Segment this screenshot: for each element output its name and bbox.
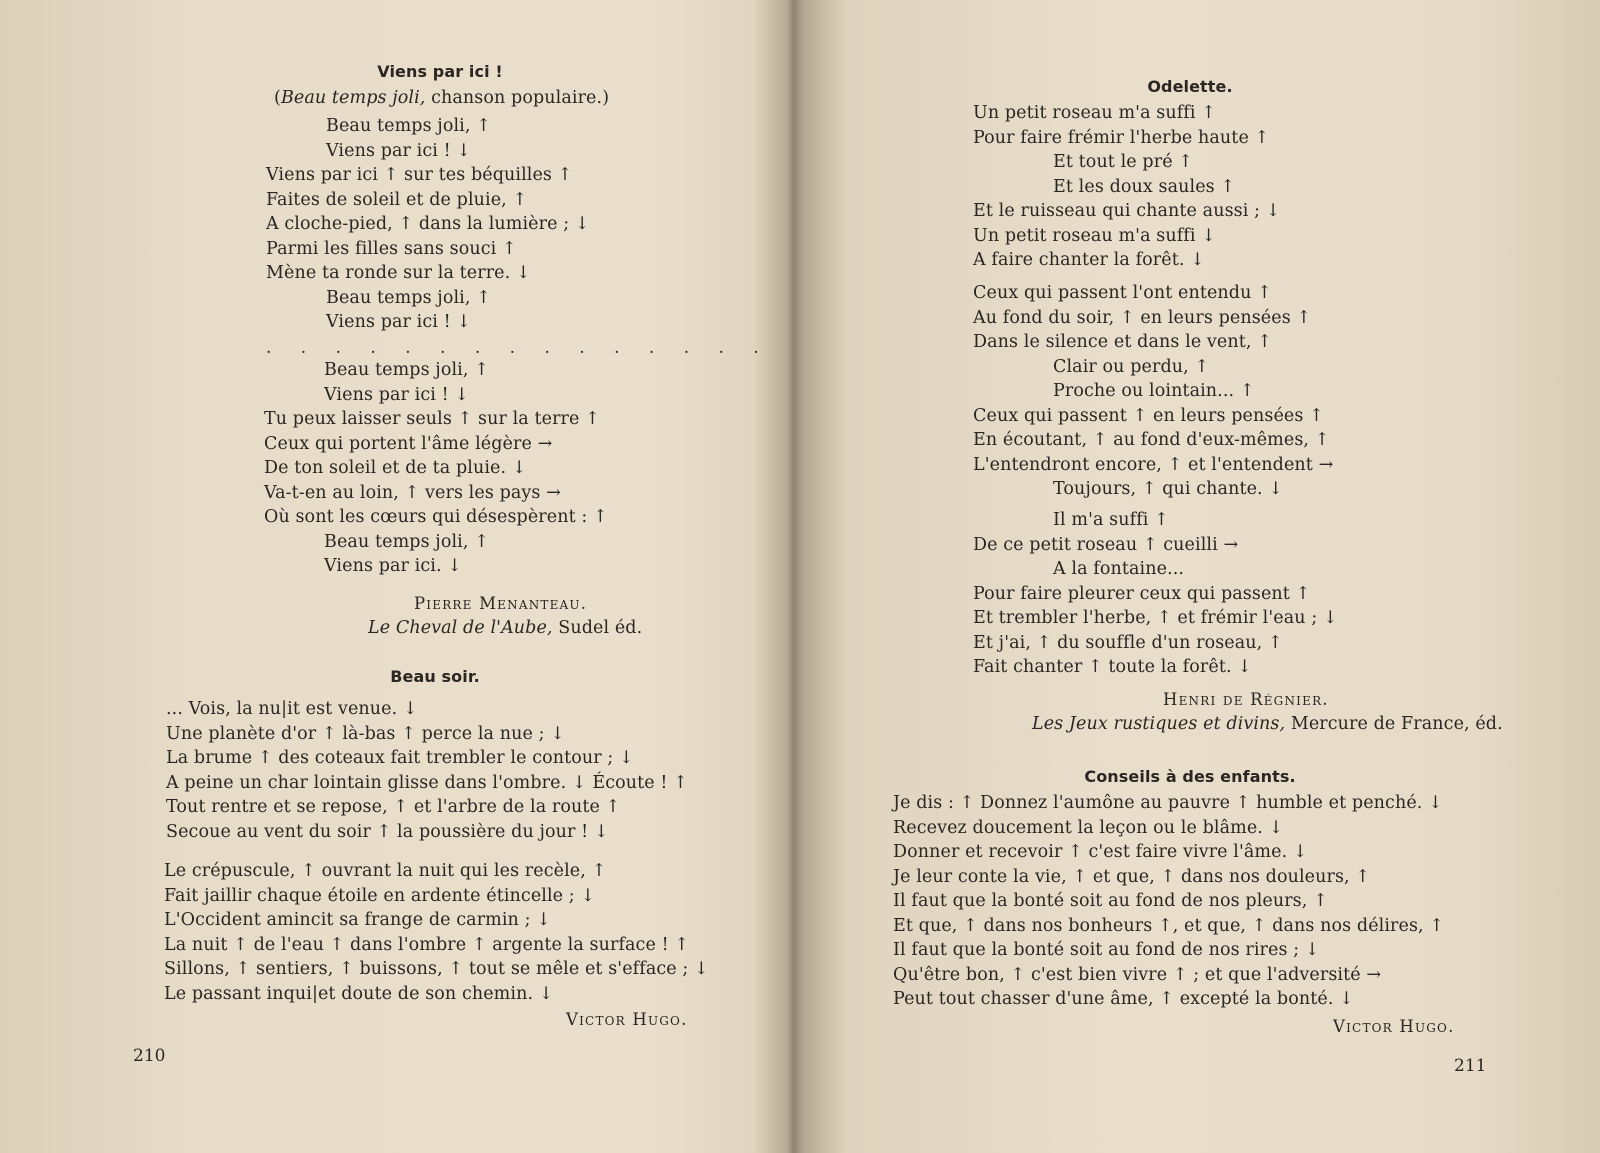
poem-title: Beau soir. — [390, 667, 480, 686]
poem-line: Donner et recevoir ↑ c'est faire vivre l'âme. ↓ — [893, 842, 1308, 862]
poem-line: Et le ruisseau qui chante aussi ; ↓ — [973, 201, 1281, 221]
ellipsis-dots: . . . . . . . . . . . . . . . — [266, 338, 771, 358]
poem-line: Pour faire pleurer ceux qui passent ↑ — [973, 583, 1311, 604]
poem-line: Ceux qui passent l'ont entendu ↑ — [973, 283, 1272, 303]
poem-line: Je dis : ↑ Donnez l'aumône au pauvre ↑ humble et penché. ↓ — [893, 793, 1443, 813]
poem-line: Le passant inqui|et doute de son chemin. ↓ — [164, 983, 554, 1004]
poem-source — [368, 616, 642, 641]
poem-line: Un petit roseau m'a suffi ↓ — [973, 225, 1217, 246]
right-page — [800, 0, 1600, 1153]
poem-line: Et les doux saules ↑ — [1053, 176, 1236, 197]
source-title: Le Cheval de l'Aube, — [368, 618, 553, 638]
poem-line: Au fond du soir, ↑ en leurs pensées ↑ — [973, 307, 1312, 328]
page-number: 210 — [133, 1046, 166, 1066]
poem-line: Viens par ici ↑ sur tes béquilles ↑ — [266, 165, 573, 185]
poem-line: Qu'être bon, ↑ c'est bien vivre ↑ ; et que l'adversité → — [893, 964, 1382, 985]
poem-line: La brume ↑ des coteaux fait trembler le contour ; ↓ — [166, 748, 634, 768]
poem-stanza — [166, 697, 688, 844]
poem-line: Viens par ici ! ↓ — [326, 312, 472, 332]
poem-line: Secoue au vent du soir ↑ la poussière du jour ! ↓ — [166, 821, 609, 842]
poem-author: Pierre Menanteau. — [414, 594, 588, 613]
poem-line: La nuit ↑ de l'eau ↑ dans l'ombre ↑ argente la surface ! ↑ — [164, 934, 690, 955]
poem-line: Fait jaillir chaque étoile en ardente étincelle ; ↓ — [164, 885, 596, 906]
poem-stanza — [893, 791, 1444, 1012]
subtitle-italic: Beau temps joli, — [280, 88, 426, 108]
poem-subtitle: (Beau temps joli, chanson populaire.) — [274, 88, 610, 108]
poem-line: A la fontaine... — [1053, 559, 1185, 579]
poem-line: A peine un char lointain glisse dans l'ombre. ↓ Écoute ! ↑ — [166, 772, 688, 793]
poem-line: De ton soleil et de ta pluie. ↓ — [264, 458, 527, 478]
poem-line: Mène ta ronde sur la terre. ↓ — [266, 263, 531, 283]
poem-stanza — [973, 281, 1333, 502]
poem-line: Tout rentre et se repose, ↑ et l'arbre de la route ↑ — [166, 797, 621, 817]
poem-stanza — [264, 358, 608, 579]
poem-author: Henri de Régnier. — [1163, 690, 1329, 709]
poem-line: Viens par ici. ↓ — [324, 556, 463, 576]
poem-stanza — [973, 101, 1281, 273]
poem-line: Et trembler l'herbe, ↑ et frémir l'eau ; ↓ — [973, 608, 1338, 628]
poem-line: Viens par ici ! ↓ — [326, 140, 472, 161]
poem-line: Où sont les cœurs qui désespèrent : ↑ — [264, 507, 608, 527]
poem-line: Tu peux laisser seuls ↑ sur la terre ↑ — [264, 409, 600, 429]
poem-line: Beau temps joli, ↑ — [326, 116, 491, 136]
poem-line: Beau temps joli, ↑ — [324, 360, 489, 380]
poem-line: Et que, ↑ dans nos bonheurs ↑, et que, ↑ dans nos délires, ↑ — [893, 915, 1445, 936]
poem-line: Viens par ici ! ↓ — [324, 384, 470, 405]
poem-line: Pour faire frémir l'herbe haute ↑ — [973, 127, 1270, 148]
poem-line: A faire chanter la forêt. ↓ — [973, 250, 1205, 270]
poem-line: L'Occident amincit sa frange de carmin ; ↓ — [164, 910, 552, 930]
poem-line: Et j'ai, ↑ du souffle d'un roseau, ↑ — [973, 632, 1283, 653]
poem-author: Victor Hugo. — [566, 1010, 688, 1029]
poem-line: L'entendront encore, ↑ et l'entendent → — [973, 454, 1334, 475]
poem-line: Toujours, ↑ qui chante. ↓ — [1053, 479, 1284, 499]
poem-line: Fait chanter ↑ toute la forêt. ↓ — [973, 657, 1253, 677]
poem-line: Un petit roseau m'a suffi ↑ — [973, 103, 1217, 123]
poem-line: Proche ou lointain... ↑ — [1053, 381, 1255, 401]
poem-line: Dans le silence et dans le vent, ↑ — [973, 332, 1272, 352]
source-publisher: Sudel éd. — [552, 618, 643, 638]
poem-line: Beau temps joli, ↑ — [324, 531, 489, 552]
poem-title: Conseils à des enfants. — [1084, 767, 1296, 786]
poem-line: Faites de soleil et de pluie, ↑ — [266, 189, 528, 210]
poem-line: Ceux qui passent ↑ en leurs pensées ↑ — [973, 405, 1324, 426]
poem-line: Et tout le pré ↑ — [1053, 152, 1194, 172]
poem-stanza — [266, 114, 590, 335]
poem-line: Sillons, ↑ sentiers, ↑ buissons, ↑ tout se mêle et s'efface ; ↓ — [164, 959, 709, 979]
poem-source — [1032, 712, 1503, 737]
page-number: 211 — [1454, 1056, 1487, 1076]
poem-line: Le crépuscule, ↑ ouvrant la nuit qui les recèle, ↑ — [164, 861, 607, 881]
poem-author: Victor Hugo. — [1333, 1017, 1455, 1036]
poem-line: Parmi les filles sans souci ↑ — [266, 238, 517, 259]
poem-line: Peut tout chasser d'une âme, ↑ excepté la bonté. ↓ — [893, 989, 1354, 1009]
poem-line: Ceux qui portent l'âme légère → — [264, 433, 553, 454]
poem-title: Odelette. — [1147, 77, 1233, 96]
subtitle-rest: chanson populaire. — [425, 88, 603, 108]
poem-line: Il faut que la bonté soit au fond de nos rires ; ↓ — [893, 940, 1320, 960]
poem-line: Beau temps joli, ↑ — [326, 287, 491, 308]
poem-line: Il m'a suffi ↑ — [1053, 510, 1169, 530]
source-publisher: Mercure de France, éd. — [1285, 714, 1503, 734]
poem-line: Je leur conte la vie, ↑ et que, ↑ dans nos douleurs, ↑ — [893, 866, 1371, 887]
poem-line: Il faut que la bonté soit au fond de nos pleurs, ↑ — [893, 891, 1328, 911]
poem-line: En écoutant, ↑ au fond d'eux-mêmes, ↑ — [973, 430, 1330, 450]
poem-line: De ce petit roseau ↑ cueilli → — [973, 534, 1239, 555]
poem-line: A cloche-pied, ↑ dans la lumière ; ↓ — [266, 214, 590, 234]
poem-stanza — [164, 859, 709, 1006]
source-title: Les Jeux rustiques et divins, — [1032, 714, 1286, 734]
poem-line: Une planète d'or ↑ là-bas ↑ perce la nue ; ↓ — [166, 723, 566, 744]
left-page — [0, 0, 790, 1153]
poem-line: Recevez doucement la leçon ou le blâme. ↓ — [893, 817, 1284, 838]
poem-line: ... Vois, la nu|it est venue. ↓ — [166, 699, 418, 719]
poem-line: Clair ou perdu, ↑ — [1053, 356, 1210, 377]
poem-title: Viens par ici ! — [377, 62, 503, 81]
poem-stanza — [973, 508, 1338, 680]
poem-line: Va-t-en au loin, ↑ vers les pays → — [264, 482, 561, 503]
